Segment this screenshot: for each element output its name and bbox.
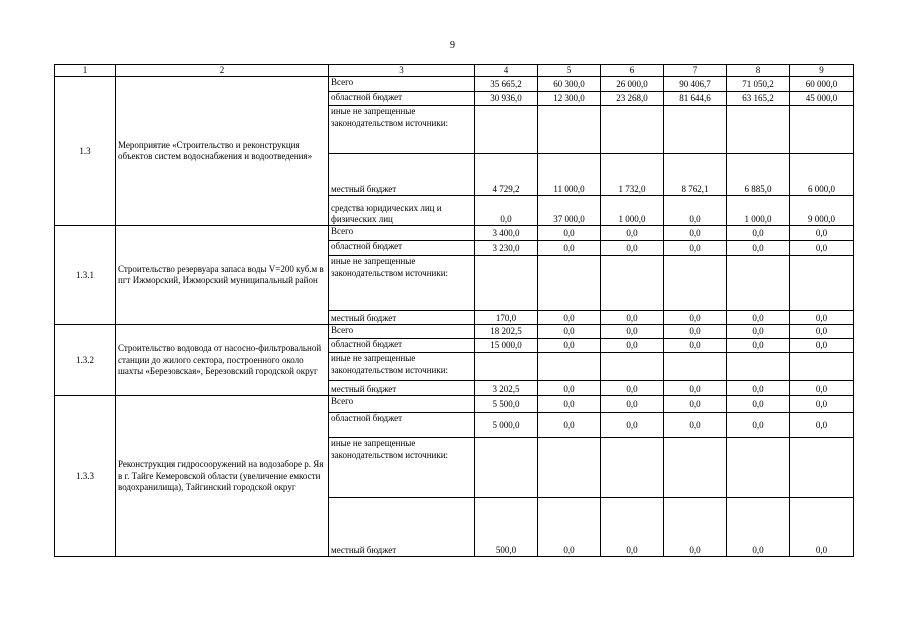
value-cell: 0,0 [790, 241, 854, 256]
value-cell [475, 438, 538, 498]
value-cell: 5 000,0 [475, 413, 538, 438]
header-cell: 4 [475, 65, 538, 77]
value-cell: 0,0 [727, 311, 790, 325]
value-cell [664, 256, 727, 311]
value-cell: 6 000,0 [790, 154, 854, 196]
value-cell: 15 000,0 [475, 339, 538, 353]
table-row [55, 77, 854, 92]
value-cell: 0,0 [727, 381, 790, 396]
value-cell: 0,0 [601, 396, 664, 413]
funding-source: Всего [329, 77, 475, 92]
value-cell: 0,0 [727, 325, 790, 339]
value-cell: 0,0 [790, 498, 854, 557]
table-row [55, 325, 854, 339]
header-cell: 2 [116, 65, 329, 77]
value-cell: 0,0 [664, 413, 727, 438]
value-cell: 37 000,0 [538, 196, 601, 226]
value-cell: 30 936,0 [475, 92, 538, 106]
funding-source: местный бюджет [329, 381, 475, 396]
value-cell: 0,0 [538, 381, 601, 396]
value-cell: 0,0 [664, 381, 727, 396]
value-cell [538, 256, 601, 311]
value-cell [601, 353, 664, 381]
value-cell [475, 106, 538, 154]
value-cell: 26 000,0 [601, 77, 664, 92]
value-cell: 0,0 [538, 311, 601, 325]
value-cell: 63 165,2 [727, 92, 790, 106]
value-cell [727, 438, 790, 498]
value-cell: 0,0 [664, 339, 727, 353]
value-cell: 0,0 [664, 325, 727, 339]
value-cell [538, 353, 601, 381]
header-cell: 1 [55, 65, 116, 77]
value-cell: 0,0 [790, 381, 854, 396]
value-cell: 0,0 [727, 498, 790, 557]
value-cell: 60 300,0 [538, 77, 601, 92]
value-cell [727, 256, 790, 311]
value-cell: 0,0 [538, 325, 601, 339]
value-cell: 0,0 [790, 226, 854, 241]
value-cell: 0,0 [664, 498, 727, 557]
header-row [55, 65, 854, 77]
value-cell [601, 256, 664, 311]
value-cell: 81 644,6 [664, 92, 727, 106]
value-cell: 0,0 [727, 413, 790, 438]
value-cell [601, 106, 664, 154]
funding-source: областной бюджет [329, 241, 475, 256]
value-cell: 60 000,0 [790, 77, 854, 92]
value-cell: 0,0 [790, 311, 854, 325]
value-cell [790, 353, 854, 381]
value-cell [538, 438, 601, 498]
value-cell [601, 438, 664, 498]
value-cell: 0,0 [601, 498, 664, 557]
value-cell: 0,0 [664, 226, 727, 241]
value-cell: 18 202,5 [475, 325, 538, 339]
value-cell: 0,0 [538, 241, 601, 256]
value-cell: 0,0 [538, 339, 601, 353]
value-cell: 5 500,0 [475, 396, 538, 413]
value-cell: 0,0 [538, 396, 601, 413]
funding-source: Всего [329, 226, 475, 241]
value-cell [664, 106, 727, 154]
page-number: 9 [450, 40, 455, 51]
funding-source: Всего [329, 325, 475, 339]
value-cell [475, 353, 538, 381]
value-cell: 0,0 [790, 339, 854, 353]
funding-source: областной бюджет [329, 92, 475, 106]
row-code: 1.3.1 [55, 226, 116, 325]
row-name: Строительство водовода от насосно-фильтровальной станции до жилого сектора, построенного около шахты «Березовская», Березовский городской округ [116, 325, 329, 396]
value-cell: 0,0 [727, 226, 790, 241]
value-cell: 500,0 [475, 498, 538, 557]
value-cell: 0,0 [790, 325, 854, 339]
funding-source: иные не запрещенные законодательством источники: [329, 256, 475, 311]
value-cell [727, 106, 790, 154]
funding-source: областной бюджет [329, 339, 475, 353]
header-cell: 6 [601, 65, 664, 77]
value-cell: 0,0 [601, 413, 664, 438]
value-cell: 0,0 [538, 413, 601, 438]
value-cell [790, 438, 854, 498]
value-cell: 1 000,0 [727, 196, 790, 226]
row-name: Строительство резервуара запаса воды V=200 куб.м в пгт Ижморский, Ижморский муниципальный район [116, 226, 329, 325]
funding-source: иные не запрещенные законодательством источники: [329, 106, 475, 154]
row-code: 1.3 [55, 77, 116, 226]
value-cell: 0,0 [664, 196, 727, 226]
budget-table [54, 64, 854, 557]
value-cell: 170,0 [475, 311, 538, 325]
value-cell: 0,0 [601, 311, 664, 325]
value-cell: 0,0 [475, 196, 538, 226]
value-cell: 0,0 [601, 325, 664, 339]
funding-source: местный бюджет [329, 498, 475, 557]
funding-source: местный бюджет [329, 311, 475, 325]
header-cell: 7 [664, 65, 727, 77]
value-cell: 3 202,5 [475, 381, 538, 396]
value-cell: 0,0 [538, 498, 601, 557]
value-cell: 12 300,0 [538, 92, 601, 106]
value-cell: 0,0 [601, 226, 664, 241]
row-name: Реконструкция гидросооружений на водозаборе р. Яя в г. Тайге Кемеровской области (увеличение емкости водохранилища), Тайгинский городской округ [116, 396, 329, 557]
value-cell: 0,0 [790, 413, 854, 438]
value-cell [664, 438, 727, 498]
value-cell [538, 106, 601, 154]
value-cell: 0,0 [727, 396, 790, 413]
header-cell: 9 [790, 65, 854, 77]
value-cell: 71 050,2 [727, 77, 790, 92]
value-cell [790, 106, 854, 154]
value-cell: 1 000,0 [601, 196, 664, 226]
value-cell: 3 230,0 [475, 241, 538, 256]
header-cell: 5 [538, 65, 601, 77]
value-cell: 9 000,0 [790, 196, 854, 226]
row-code: 1.3.3 [55, 396, 116, 557]
value-cell [664, 353, 727, 381]
value-cell: 0,0 [790, 396, 854, 413]
funding-source: иные не запрещенные законодательством источники: [329, 353, 475, 381]
value-cell: 0,0 [601, 339, 664, 353]
funding-source: средства юридических лиц и физических лиц [329, 196, 475, 226]
value-cell: 1 732,0 [601, 154, 664, 196]
funding-source: Всего [329, 396, 475, 413]
value-cell: 23 268,0 [601, 92, 664, 106]
value-cell: 0,0 [727, 241, 790, 256]
value-cell: 0,0 [601, 241, 664, 256]
table-row [55, 226, 854, 241]
value-cell: 90 406,7 [664, 77, 727, 92]
value-cell: 4 729,2 [475, 154, 538, 196]
value-cell [727, 353, 790, 381]
header-cell: 3 [329, 65, 475, 77]
row-name: Мероприятие «Строительство и реконструкция объектов систем водоснабжения и водоотведения» [116, 77, 329, 226]
value-cell: 8 762,1 [664, 154, 727, 196]
value-cell: 0,0 [601, 381, 664, 396]
value-cell: 0,0 [664, 311, 727, 325]
value-cell: 0,0 [538, 226, 601, 241]
value-cell: 45 000,0 [790, 92, 854, 106]
value-cell [790, 256, 854, 311]
value-cell: 0,0 [664, 396, 727, 413]
table-row [55, 396, 854, 413]
funding-source: иные не запрещенные законодательством источники: [329, 438, 475, 498]
header-cell: 8 [727, 65, 790, 77]
value-cell: 3 400,0 [475, 226, 538, 241]
row-code: 1.3.2 [55, 325, 116, 396]
funding-source: областной бюджет [329, 413, 475, 438]
value-cell: 11 000,0 [538, 154, 601, 196]
value-cell [475, 256, 538, 311]
value-cell: 35 665,2 [475, 77, 538, 92]
value-cell: 6 885,0 [727, 154, 790, 196]
value-cell: 0,0 [727, 339, 790, 353]
value-cell: 0,0 [664, 241, 727, 256]
funding-source: местный бюджет [329, 154, 475, 196]
